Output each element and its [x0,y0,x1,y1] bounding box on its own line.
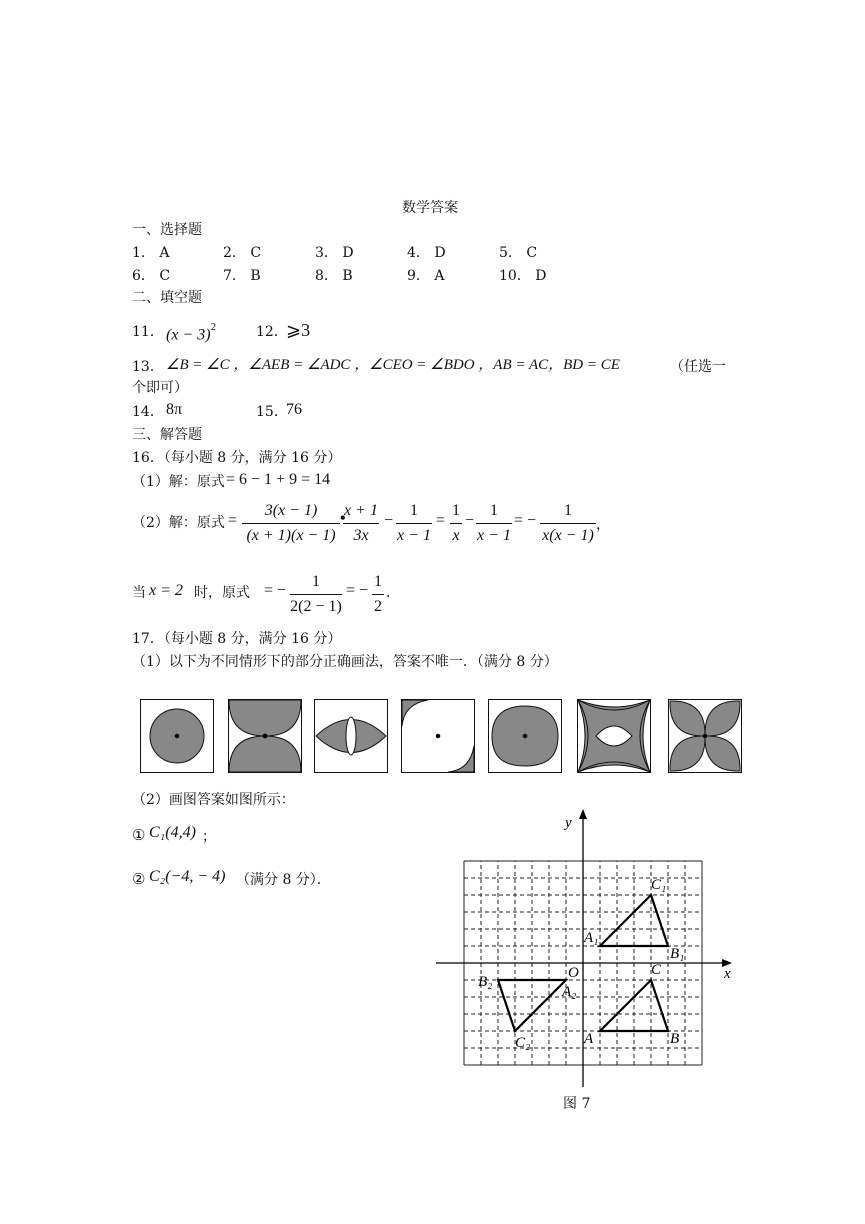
fraction-1-denominator: (x + 1)(x − 1) [246,527,336,544]
multiply-dot: • [340,510,346,527]
result-fraction [372,572,384,617]
section-heading-fill: 二、填空题 [132,290,202,306]
q11-exponent: 2 [210,321,217,333]
equals-minus: = − [346,582,369,599]
mc-answer-7: 7． B [223,268,261,284]
mc-answer-5: 5． C [499,245,538,261]
period: . [386,585,391,601]
mc-answer-2: 2． C [223,245,262,261]
vertex-label-A: A [584,1031,594,1047]
vertex-label-B: B [670,1031,680,1047]
equals-sign: = [436,512,446,529]
answer-1-marker: ① [132,826,146,844]
answer-1: C₁(4,4) [149,824,196,841]
answer-2-marker: ② [132,870,146,888]
figure-petals-out [578,700,651,773]
fraction-2 [343,501,379,546]
equals-minus: = − [264,582,287,599]
answer-1-end: ； [202,829,216,845]
mc-answer-6: 6． C [132,268,171,284]
equals-minus: = − [514,512,537,529]
vertex-label-C1: C₁ [651,877,667,893]
vertex-label-C2: C₂ [515,1035,531,1051]
sub-fraction-denominator: 2(2 − 1) [290,598,342,615]
figure-corner [402,700,475,773]
fraction-4-numerator: 1 [452,502,460,519]
q14-answer: 8π [166,401,183,418]
q16-2-label: （2）解：原式 [132,515,225,531]
minus-sign: − [465,512,475,529]
sub-fraction [290,572,342,617]
figure-circle [141,700,214,773]
fraction-6 [540,501,596,546]
mc-answer-10: 10． D [499,268,547,284]
q13-note: （任选一 [670,359,726,375]
y-axis-arrow [579,809,587,819]
fraction-3-denominator: x − 1 [397,527,431,544]
fraction-2-numerator: x + 1 [344,502,378,519]
q12-answer: ⩾3 [286,320,311,340]
result-numerator: 1 [374,573,382,590]
figure-hourglass [229,700,302,773]
mc-answer-9: 9． A [407,268,445,284]
section-heading-choice: 一、选择题 [132,222,202,238]
section-heading-solve: 三、解答题 [132,427,202,443]
q15-number: 15． [256,404,288,420]
q16-1-expression: = 6 − 1 + 9 = 14 [226,471,331,488]
page-title: 数学答案 [402,200,458,216]
vertex-label-B1: B₁ [670,946,685,962]
q17-2-text: （2）画图答案如图所示： [132,792,295,808]
q17-heading: 17．（每小题 8 分，满分 16 分） [132,631,342,647]
q11-number: 11． [132,324,164,340]
fraction-6-numerator: 1 [564,502,572,519]
vertex-label-C: C [651,962,662,978]
x-axis-label: x [724,966,731,982]
figure-caption: 图 7 [563,1096,591,1112]
shading-figures [0,690,865,780]
q16-sub-mid: 时，原式 [194,585,250,601]
fraction-5 [476,501,512,546]
mc-answer-1: 1． A [132,245,170,261]
q14-number: 14． [132,404,164,420]
answer-2: C₂(−4, − 4) [149,868,226,885]
mc-answer-8: 8． B [315,268,353,284]
figure-eye [315,700,388,773]
q16-heading: 16．（每小题 8 分，满分 16 分） [132,450,342,466]
q13-note-cont: 个即可） [132,380,188,396]
q17-1-text: （1）以下为不同情形下的部分正确画法，答案不唯一．（满分 8 分） [132,654,558,670]
coordinate-figure [425,810,745,1100]
q11-answer [166,321,216,344]
figure-four-leaf [669,700,742,773]
answer-2-end: （满分 8 分）． [236,872,331,888]
q13-number: 13． [132,359,164,375]
mc-answer-4: 4． D [407,245,446,261]
fraction-3-numerator: 1 [410,502,418,519]
equals-sign: = [228,512,238,529]
q16-1-label: （1）解：原式 [132,474,225,490]
fraction-2-denominator: 3x [353,527,369,544]
vertex-label-A1: A₁ [584,930,599,946]
fraction-4-denominator: x [452,527,460,544]
fraction-4 [450,501,462,546]
minus-sign: − [384,512,394,529]
result-denominator: 2 [374,598,382,615]
mc-answer-3: 3． D [315,245,354,261]
fraction-5-numerator: 1 [490,502,498,519]
q15-answer: 76 [286,401,302,418]
q12-number: 12． [256,324,288,340]
vertex-label-B2: B₂ [478,974,493,990]
fraction-6-denominator: x(x − 1) [542,527,594,544]
q16-sub-prefix: 当 [132,585,146,601]
fraction-5-denominator: x − 1 [477,527,511,544]
q13-answer: ∠B = ∠C ，∠AEB = ∠ADC ，∠CEO = ∠BDO ，AB = AC，BD = CE [166,357,620,373]
fraction-3 [396,501,432,546]
comma: ， [596,517,610,533]
q11-expression: (x − 3) [166,326,211,344]
q16-sub-equation: x = 2 [149,582,183,599]
fraction-1-numerator: 3(x − 1) [264,502,318,519]
y-axis-label: y [565,815,572,831]
fraction-1 [242,501,340,546]
origin-label: O [568,965,579,981]
figure-oval [489,700,562,773]
sub-fraction-numerator: 1 [312,573,320,590]
vertex-label-A2: A₂ [562,984,577,1000]
